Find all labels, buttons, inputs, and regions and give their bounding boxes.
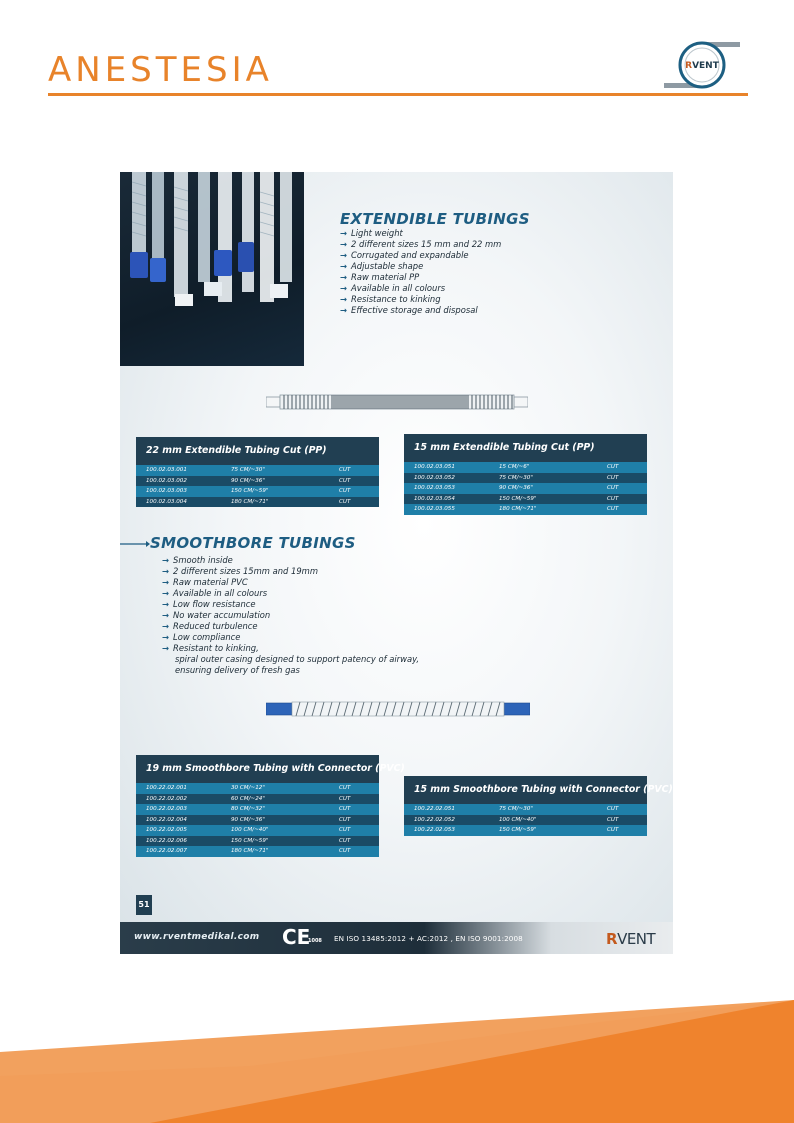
cell-cut: CUT bbox=[607, 827, 619, 834]
cell-code: 100.22.02.007 bbox=[146, 848, 187, 855]
cell-code: 100.02.03.003 bbox=[146, 488, 187, 495]
feature-item: spiral outer casing designed to support patency of airway, bbox=[175, 654, 420, 664]
table-row bbox=[136, 815, 379, 826]
table-row bbox=[136, 486, 379, 497]
extendible-title: EXTENDIBLE TUBINGS bbox=[340, 210, 530, 228]
cell-cut: CUT bbox=[339, 806, 351, 813]
cell-code: 100.22.02.053 bbox=[414, 827, 455, 834]
cell-cut: CUT bbox=[339, 848, 351, 855]
table-row bbox=[136, 497, 379, 508]
cell-cut: CUT bbox=[339, 837, 351, 844]
cell-code: 100.02.03.004 bbox=[146, 498, 187, 505]
table-22mm-extendible bbox=[136, 437, 379, 507]
section-arrow-icon bbox=[120, 540, 150, 548]
table-row bbox=[404, 504, 647, 515]
cell-size: 90 CM/~36" bbox=[231, 477, 265, 484]
table-row bbox=[136, 804, 379, 815]
rvent-logo bbox=[662, 38, 742, 92]
cell-size: 15 CM/~6" bbox=[499, 464, 530, 471]
page-title: ANESTESIA bbox=[48, 50, 273, 90]
cell-size: 150 CM/~59" bbox=[231, 488, 269, 495]
cell-cut: CUT bbox=[339, 467, 351, 474]
table-row bbox=[404, 483, 647, 494]
cell-cut: CUT bbox=[339, 827, 351, 834]
extendible-features bbox=[340, 228, 501, 316]
table-title: 15 mm Extendible Tubing Cut (PP) bbox=[404, 434, 647, 462]
feature-item: → Light weight bbox=[340, 228, 501, 239]
cell-cut: CUT bbox=[607, 506, 619, 513]
cell-code: 100.02.03.001 bbox=[146, 467, 187, 474]
cell-code: 100.22.02.005 bbox=[146, 827, 187, 834]
catalog-page bbox=[120, 172, 673, 954]
table-19mm-smoothbore bbox=[136, 755, 405, 857]
table-row bbox=[136, 465, 379, 476]
cell-code: 100.22.02.003 bbox=[146, 806, 187, 813]
table-row bbox=[404, 462, 647, 473]
cell-cut: CUT bbox=[607, 495, 619, 502]
cell-cut: CUT bbox=[607, 806, 619, 813]
cell-size: 180 CM/~71" bbox=[231, 498, 269, 505]
brand-logo bbox=[606, 930, 655, 948]
cell-size: 180 CM/~71" bbox=[231, 848, 269, 855]
cell-size: 90 CM/~36" bbox=[231, 816, 265, 823]
table-15mm-extendible bbox=[404, 434, 647, 515]
feature-item: → Smooth inside bbox=[162, 555, 419, 566]
cell-code: 100.22.02.002 bbox=[146, 795, 187, 802]
feature-item: → No water accumulation bbox=[162, 610, 419, 621]
feature-item: → Available in all colours bbox=[162, 588, 419, 599]
table-title: 19 mm Smoothbore Tubing with Connector (PVC) bbox=[136, 755, 379, 783]
cell-cut: CUT bbox=[607, 816, 619, 823]
cell-size: 180 CM/~71" bbox=[499, 506, 537, 513]
cell-size: 75 CM/~30" bbox=[231, 467, 265, 474]
cell-code: 100.02.03.002 bbox=[146, 477, 187, 484]
cell-code: 100.22.02.006 bbox=[146, 837, 187, 844]
table-row bbox=[136, 476, 379, 487]
table-row bbox=[404, 804, 647, 815]
brand-letter: R bbox=[606, 930, 618, 948]
feature-item: ensuring delivery of fresh gas bbox=[175, 665, 300, 675]
table-row bbox=[136, 836, 379, 847]
cell-code: 100.02.03.053 bbox=[414, 485, 455, 492]
cell-code: 100.02.03.054 bbox=[414, 495, 455, 502]
orange-wave-decoration bbox=[0, 1000, 794, 1123]
cell-size: 90 CM/~36" bbox=[499, 485, 533, 492]
cell-size: 100 CM/~40" bbox=[231, 827, 269, 834]
cell-cut: CUT bbox=[607, 464, 619, 471]
table-row bbox=[136, 783, 379, 794]
smoothbore-features bbox=[162, 555, 419, 676]
feature-item: → Low compliance bbox=[162, 632, 419, 643]
cell-cut: CUT bbox=[607, 474, 619, 481]
cell-code: 100.22.02.052 bbox=[414, 816, 455, 823]
feature-item: → Available in all colours bbox=[340, 283, 501, 294]
ce-mark-icon: CE bbox=[282, 925, 311, 949]
cell-code: 100.22.02.001 bbox=[146, 785, 187, 792]
table-title: 15 mm Smoothbore Tubing with Connector (PVC) bbox=[404, 776, 647, 804]
cell-size: 60 CM/~24" bbox=[231, 795, 265, 802]
cell-cut: CUT bbox=[339, 477, 351, 484]
cell-code: 100.02.03.052 bbox=[414, 474, 455, 481]
cell-code: 100.02.03.051 bbox=[414, 464, 455, 471]
feature-item: → Corrugated and expandable bbox=[340, 250, 501, 261]
feature-item: → Reduced turbulence bbox=[162, 621, 419, 632]
cell-size: 80 CM/~32" bbox=[231, 806, 265, 813]
feature-item: → Low flow resistance bbox=[162, 599, 419, 610]
cell-size: 100 CM/~40" bbox=[499, 816, 537, 823]
website-url[interactable]: www.rventmedikal.com bbox=[134, 932, 260, 942]
cell-size: 150 CM/~59" bbox=[499, 827, 537, 834]
svg-text:RVENT: RVENT bbox=[685, 61, 719, 71]
table-title: 22 mm Extendible Tubing Cut (PP) bbox=[136, 437, 379, 465]
feature-item: → Raw material PP bbox=[340, 272, 501, 283]
cell-cut: CUT bbox=[339, 795, 351, 802]
cell-size: 30 CM/~12" bbox=[231, 785, 265, 792]
iso-certification: EN ISO 13485:2012 + AC:2012 , EN ISO 9001:2008 bbox=[334, 934, 523, 943]
cell-cut: CUT bbox=[339, 785, 351, 792]
feature-item: → 2 different sizes 15 mm and 22 mm bbox=[340, 239, 501, 250]
cell-code: 100.22.02.051 bbox=[414, 806, 455, 813]
cell-size: 150 CM/~59" bbox=[499, 495, 537, 502]
page-number: 51 bbox=[136, 895, 152, 915]
cell-size: 75 CM/~30" bbox=[499, 474, 533, 481]
feature-item: → Effective storage and disposal bbox=[340, 305, 501, 316]
catalog-footer bbox=[120, 922, 673, 954]
table-row bbox=[136, 794, 379, 805]
ce-number: 1008 bbox=[308, 938, 322, 944]
brand-name: VENT bbox=[617, 930, 656, 948]
table-row bbox=[404, 825, 647, 836]
title-rule bbox=[48, 93, 748, 96]
cell-size: 150 CM/~59" bbox=[231, 837, 269, 844]
cell-code: 100.22.02.004 bbox=[146, 816, 187, 823]
cell-cut: CUT bbox=[339, 816, 351, 823]
smoothbore-title: SMOOTHBORE TUBINGS bbox=[150, 534, 356, 552]
feature-item: → Raw material PVC bbox=[162, 577, 419, 588]
cell-code: 100.02.03.055 bbox=[414, 506, 455, 513]
table-row bbox=[136, 825, 379, 836]
product-photo bbox=[120, 172, 304, 366]
cell-cut: CUT bbox=[339, 488, 351, 495]
table-row bbox=[404, 815, 647, 826]
smoothbore-tube-image bbox=[266, 701, 530, 717]
extendible-tube-image bbox=[266, 394, 528, 410]
feature-item: → 2 different sizes 15mm and 19mm bbox=[162, 566, 419, 577]
feature-item: → Adjustable shape bbox=[340, 261, 501, 272]
table-row bbox=[404, 473, 647, 484]
feature-item: → Resistance to kinking bbox=[340, 294, 501, 305]
cell-cut: CUT bbox=[607, 485, 619, 492]
table-row bbox=[136, 846, 379, 857]
cell-cut: CUT bbox=[339, 498, 351, 505]
table-15mm-smoothbore bbox=[404, 776, 673, 836]
feature-item: → Resistant to kinking, bbox=[162, 643, 419, 654]
cell-size: 75 CM/~30" bbox=[499, 806, 533, 813]
table-row bbox=[404, 494, 647, 505]
